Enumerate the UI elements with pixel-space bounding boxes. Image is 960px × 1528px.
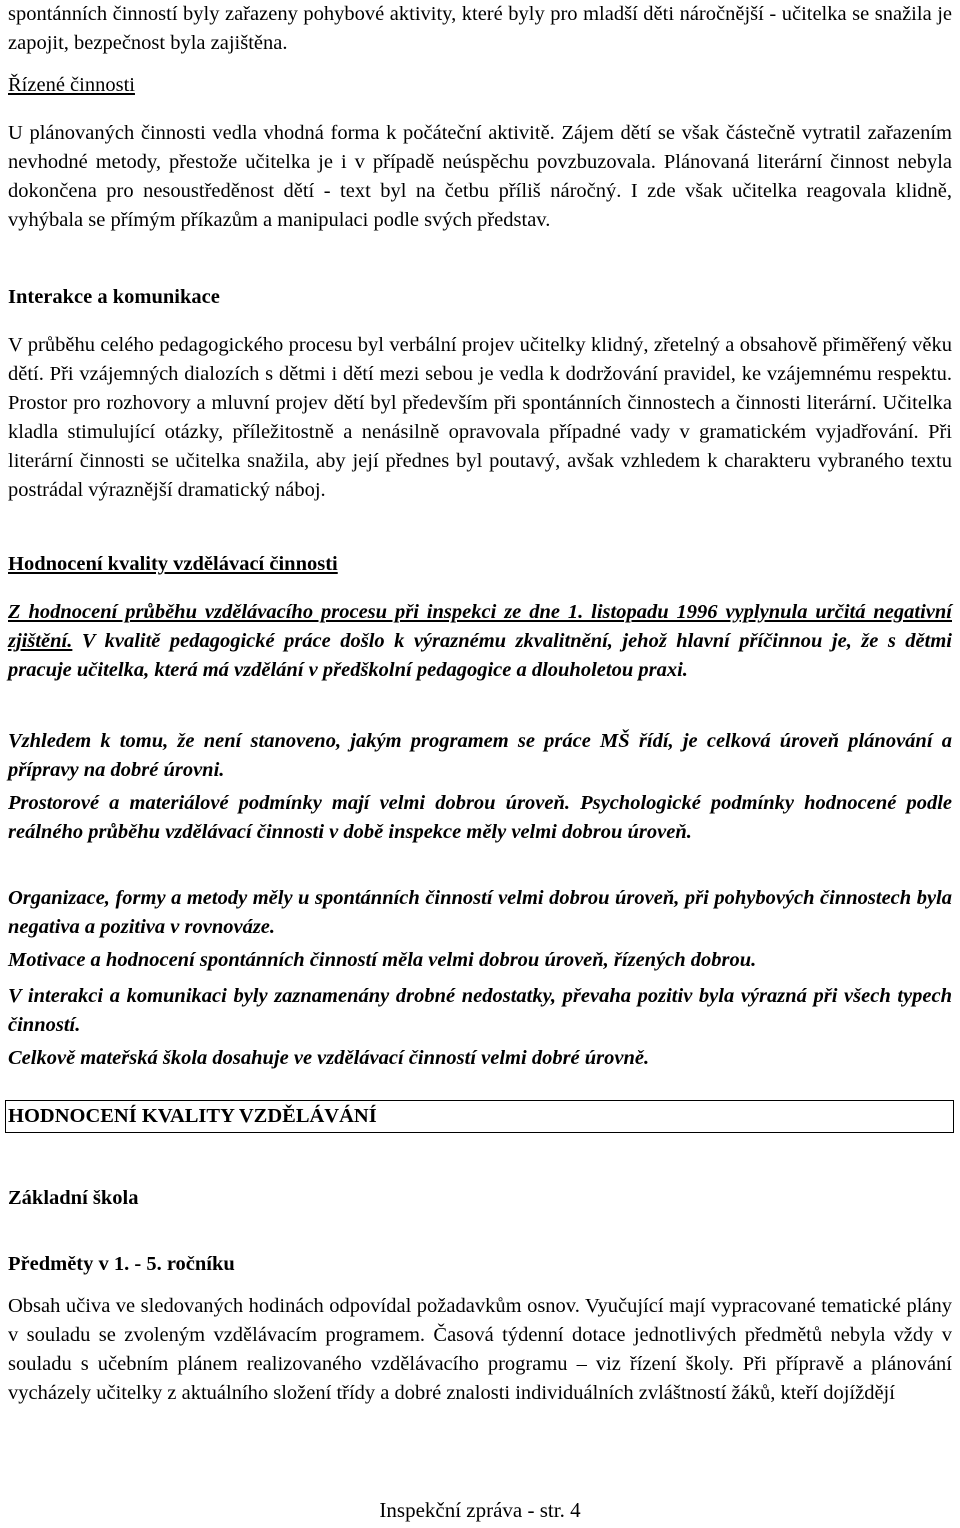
heading-interakce-komunikace: Interakce a komunikace bbox=[8, 286, 220, 308]
heading-rizene-cinnosti: Řízené činnosti bbox=[8, 74, 135, 96]
paragraph-interaction: V průběhu celého pedagogického procesu byl verbální projev učitelky klidný, zřetelný a obsahově přiměřený věku dětí. Při vzájemných dialozích s dětmi i dětí mezi sebou je vedla k dodržování pravidel, ke vzájemnému respektu. Prostor pro rozhovory a mluvní projev dětí byl především při spontánních činnostech a činnosti literární. Učitelka kladla stimulující otázky, příležitostně a nenásilně opravovala případné vady v gramatickém vyjadřování. Při literární činnosti se učitelka snažila, aby její přednes byl poutavý, avšak vzhledem k charakteru vybraného textu postrádal výraznější dramatický náboj. bbox=[8, 334, 952, 501]
heading-predmety: Předměty v 1. - 5. ročníku bbox=[8, 1253, 235, 1275]
heading-hodnoceni-kvality-cinnosti: Hodnocení kvality vzdělávací činnosti bbox=[8, 553, 338, 575]
assessment-paragraph-2: Vzhledem k tomu, že není stanoveno, jakým programem se práce MŠ řídí, je celková úroveň plánování a přípravy na dobré úrovni. bbox=[8, 730, 952, 781]
heading-zakladni-skola: Základní škola bbox=[8, 1187, 139, 1209]
assessment-paragraph-3: Prostorové a materiálové podmínky mají velmi dobrou úroveň. Psychologické podmínky hodnocené podle reálného průběhu vzdělávací činnosti v době inspekce měly velmi dobrou úroveň. bbox=[8, 792, 952, 843]
paragraph-planned-activities: U plánovaných činnosti vedla vhodná forma k počáteční aktivitě. Zájem dětí se však částečně vytratil zařazením nevhodné metody, přestože učitelka je i v případě neúspěchu povzbuzovala. Plánovaná literární činnost nebyla dokončena pro nesoustředěnost dětí - text byl na četbu příliš náročný. I zde však učitelka reagovala klidně, vyhýbala se přímým příkazům a manipulaci podle svých představ. bbox=[8, 122, 952, 231]
assessment-paragraph-6: V interakci a komunikaci byly zaznamenány drobné nedostatky, převaha pozitiv byla výrazná při všech typech činností. bbox=[8, 985, 952, 1036]
assessment-paragraph-1-rest: V kvalitě pedagogické práce došlo k výraznému zkvalitnění, jehož hlavní příčinnou je, že s dětmi pracuje učitelka, která má vzdělání v předškolní pedagogice a dlouholetou praxi. bbox=[8, 630, 952, 681]
assessment-paragraph-5: Motivace a hodnocení spontánních činností měla velmi dobrou úroveň, řízených dobrou. bbox=[8, 949, 757, 971]
paragraph-spontaneous-activities: spontánních činností byly zařazeny pohybové aktivity, které byly pro mladší děti náročnější - učitelka se snažila je zapojit, bezpečnost byla zajištěna. bbox=[8, 3, 952, 54]
assessment-paragraph-1 bbox=[8, 598, 952, 685]
assessment-paragraph-1-underlined: Z hodnocení průběhu vzdělávacího procesu při inspekci ze dne 1. listopadu 1996 vyplynula určitá negativní zjištění. bbox=[8, 601, 952, 652]
page-footer: Inspekční zpráva - str. 4 bbox=[379, 1498, 581, 1522]
assessment-paragraph-7: Celkově mateřská škola dosahuje ve vzdělávací činností velmi dobré úrovně. bbox=[8, 1047, 650, 1069]
assessment-paragraph-4: Organizace, formy a metody měly u spontánních činností velmi dobrou úroveň, při pohybových činnostech byla negativa a pozitiva v rovnováze. bbox=[8, 887, 952, 938]
section-box-heading: HODNOCENÍ KVALITY VZDĚLÁVÁNÍ bbox=[5, 1100, 954, 1133]
paragraph-subjects: Obsah učiva ve sledovaných hodinách odpovídal požadavkům osnov. Vyučující mají vypracované tematické plány v souladu se zvoleným vzdělávacím programem. Časová týdenní dotace jednotlivých předmětů nebyla vždy v souladu s učebním plánem realizovaného vzdělávacího programu – viz řízení školy. Při přípravě a plánování vycházely učitelky z aktuálního složení třídy a dobré znalosti individuálních zvláštností žáků, kteří dojíždějí bbox=[8, 1295, 952, 1404]
